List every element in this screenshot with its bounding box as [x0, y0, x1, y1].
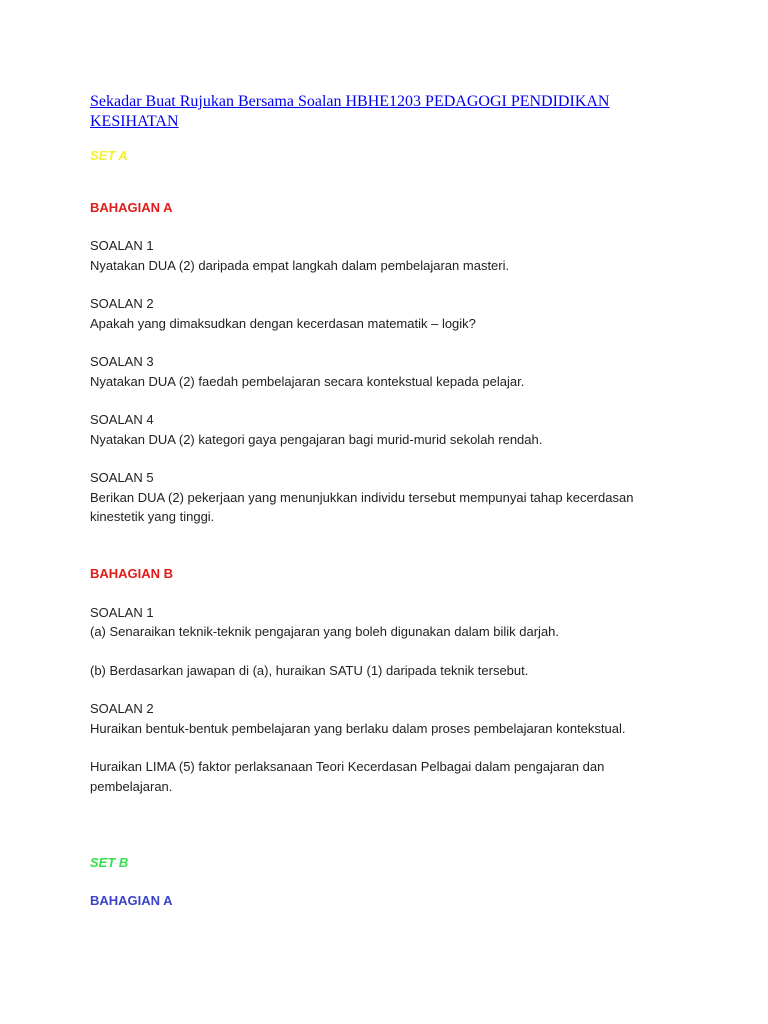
question-label: SOALAN 4	[90, 412, 154, 427]
question-label: SOALAN 2	[90, 296, 154, 311]
set-a-label: SET A	[90, 148, 128, 163]
set-a-bahagian-a-heading: BAHAGIAN A	[90, 200, 173, 215]
set-a-bahagian-b-heading: BAHAGIAN B	[90, 565, 174, 581]
set-a-soalan-2	[90, 294, 690, 333]
question-text: (a) Senaraikan teknik-teknik pengajaran yang boleh digunakan dalam bilik darjah.	[90, 624, 560, 639]
question-text: Huraikan LIMA (5) faktor perlaksanaan Teori Kecerdasan Pelbagai dalam pengajaran dan pembelajaran.	[90, 759, 605, 794]
question-label: SOALAN 3	[90, 354, 154, 369]
set-a-b-soalan-1	[90, 603, 690, 642]
set-a-b-soalan-2	[90, 699, 690, 738]
set-a-soalan-5	[90, 468, 690, 527]
set-a-soalan-4	[90, 410, 690, 449]
question-label: SOALAN 1	[90, 604, 154, 620]
document-page	[90, 92, 690, 910]
question-text: Nyatakan DUA (2) daripada empat langkah dalam pembelajaran masteri.	[90, 257, 510, 273]
set-b-label: SET B	[90, 855, 129, 870]
set-b-bahagian-a-heading: BAHAGIAN A	[90, 893, 173, 908]
set-a-soalan-1	[90, 236, 690, 275]
question-text: Huraikan bentuk-bentuk pembelajaran yang berlaku dalam proses pembelajaran kontekstual.	[90, 720, 626, 736]
question-label: SOALAN 5	[90, 470, 154, 485]
question-part-b: (b) Berdasarkan jawapan di (a), huraikan SATU (1) daripada teknik tersebut.	[90, 662, 529, 678]
question-label: SOALAN 2	[90, 701, 154, 716]
question-text: Nyatakan DUA (2) faedah pembelajaran secara kontekstual kepada pelajar.	[90, 373, 525, 389]
document-title-link[interactable]: Sekadar Buat Rujukan Bersama Soalan HBHE1203 PEDAGOGI PENDIDIKAN KESIHATAN	[90, 93, 610, 130]
question-text: Apakah yang dimaksudkan dengan kecerdasan matematik – logik?	[90, 315, 476, 331]
question-label: SOALAN 1	[90, 238, 154, 253]
set-a-soalan-3	[90, 352, 690, 391]
question-text: Nyatakan DUA (2) kategori gaya pengajaran bagi murid-murid sekolah rendah.	[90, 431, 543, 447]
question-text: Berikan DUA (2) pekerjaan yang menunjukkan individu tersebut mempunyai tahap kecerdasan kinestetik yang tinggi.	[90, 489, 634, 524]
